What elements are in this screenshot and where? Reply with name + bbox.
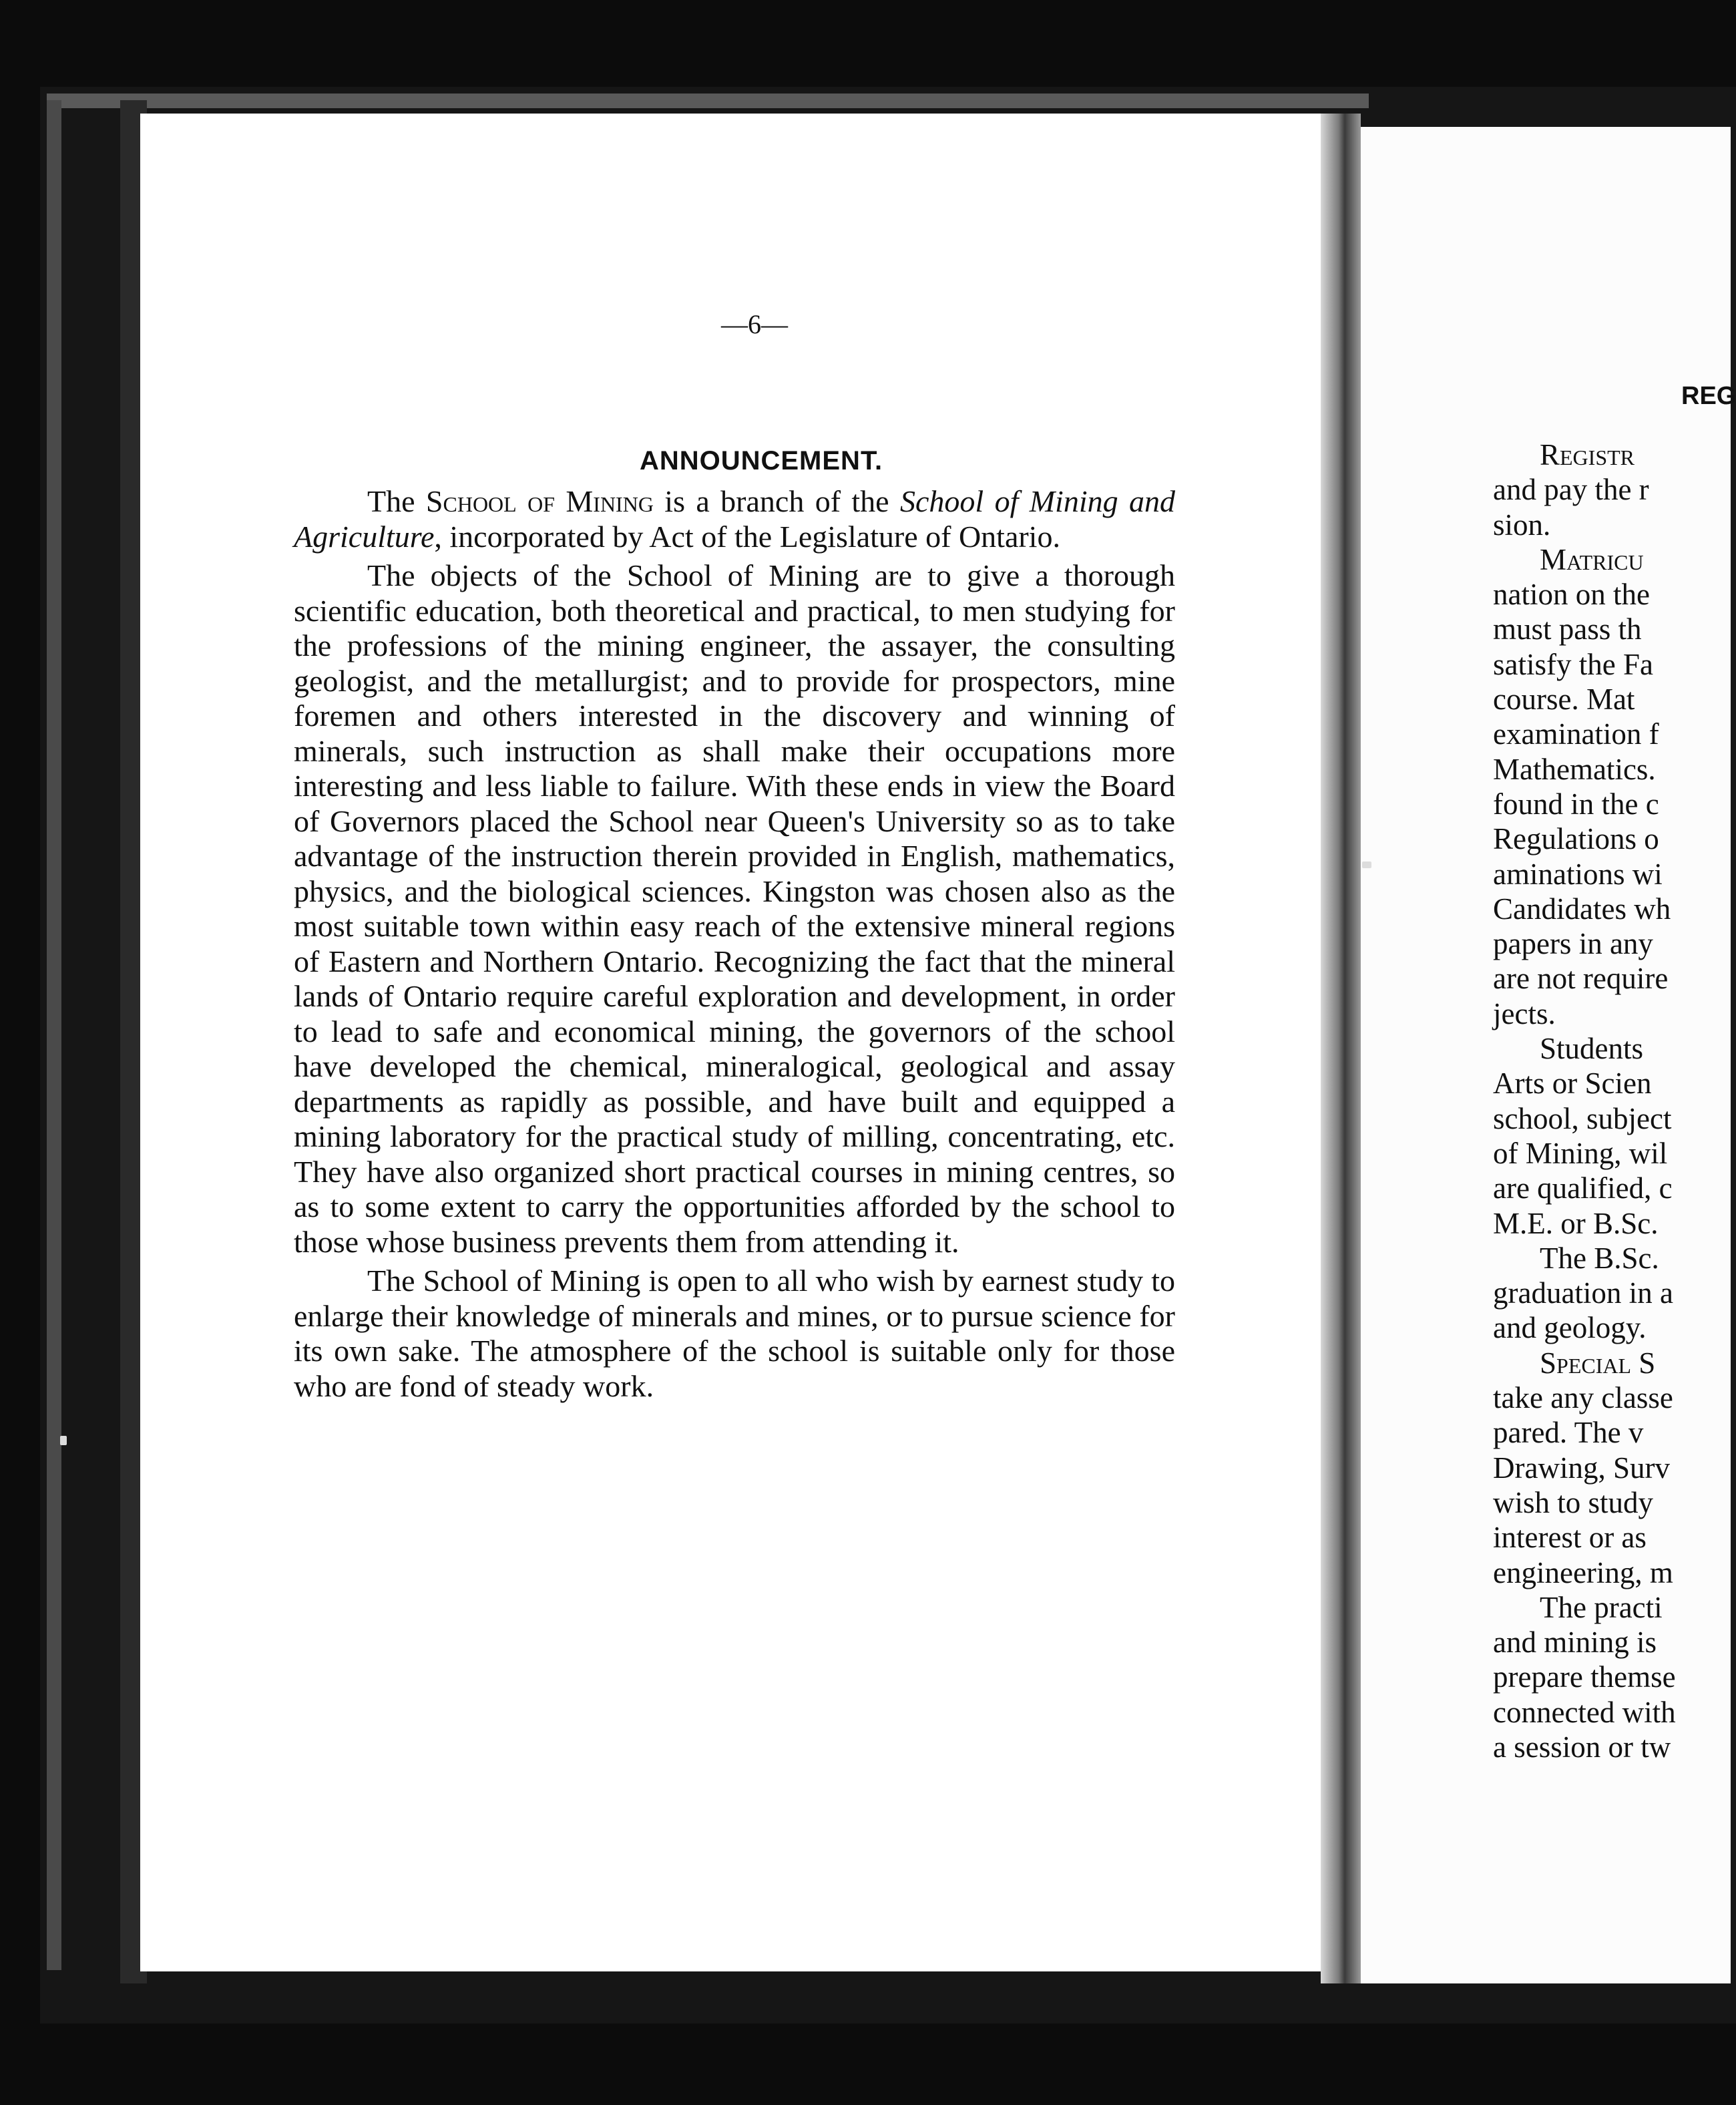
- paragraph-1: [294, 484, 1175, 554]
- text-run: is a branch of the: [653, 484, 900, 518]
- text-run: , incorporated by Act of the Legislature of Ontario.: [434, 519, 1060, 554]
- right-page-line: The practi: [1540, 1590, 1663, 1624]
- right-page-line: must pass th: [1493, 612, 1642, 646]
- small-caps-run: School of Mining: [425, 484, 654, 518]
- right-page-line: examination f: [1493, 717, 1659, 751]
- right-page-line: papers in any: [1493, 927, 1653, 961]
- right-page-line: Arts or Scien: [1493, 1067, 1652, 1101]
- right-page-line: a session or tw: [1493, 1730, 1671, 1764]
- right-page-line: course. Mat: [1493, 683, 1635, 717]
- paragraph-2: The objects of the School of Mining are to give a thorough scientific education, both theoretical and practical, to men studying for the professions of the mining engineer, the assayer, the consulting geologist, and the metallurgist; and to provide for prospectors, mine foremen and others interested in the discovery and winning of minerals, such instruction as shall make their occupations more interesting and less liable to failure. With these ends in view the Board of Governors placed the School near Queen's University so as to take advantage of the instruction therein provided in English, mathematics, physics, and the biological sciences. Kingston was chosen also as the most suitable town within easy reach of the extensive mineral regions of Eastern and Northern Ontario. Recognizing the fact that the mineral lands of Ontario require careful exploration and development, in order to lead to safe and economical mining, the governors of the school have developed the chemical, mineralogical, geological and assay departments as rapidly as possible, and have built and equipped a mining laboratory for the practical study of milling, concentrating, etc. They have also organized short practical courses in mining centres, so as to some extent to carry the opportunities afforded by the school to those whose business prevents them from attending it.: [294, 558, 1175, 1259]
- right-page-line: Students: [1540, 1032, 1644, 1066]
- right-page-line: jects.: [1493, 996, 1556, 1030]
- right-page-line: Special S: [1540, 1346, 1656, 1380]
- italic-run: School of Mining and Agriculture: [294, 484, 1176, 554]
- right-page-line: M.E. or B.Sc.: [1493, 1206, 1659, 1240]
- book-gutter: [1321, 114, 1361, 1983]
- right-page-line: interest or as: [1493, 1521, 1647, 1555]
- right-page-line: are not require: [1493, 962, 1669, 996]
- right-page-line: Registr: [1540, 438, 1635, 471]
- book-cover-left-edge: [47, 100, 61, 1970]
- right-page-line: Regulations o: [1493, 822, 1659, 856]
- right-page-line: satisfy the Fa: [1493, 647, 1653, 681]
- right-page-line: school, subject: [1493, 1101, 1672, 1135]
- right-page-line: aminations wi: [1493, 857, 1663, 891]
- right-page-line: Mathematics.: [1493, 752, 1656, 786]
- right-page-line: engineering, m: [1493, 1555, 1673, 1589]
- right-page-text: [1493, 437, 1733, 1764]
- scan-speck: [60, 1436, 67, 1445]
- right-page-line: pared. The v: [1493, 1416, 1644, 1450]
- right-page-line: and pay the r: [1493, 473, 1649, 507]
- text-run: The: [367, 484, 426, 518]
- right-page-line: Matricu: [1540, 542, 1644, 576]
- right-page-line: connected with: [1493, 1695, 1676, 1729]
- right-page-heading: REG: [1681, 382, 1736, 410]
- book-cover-top-edge: [47, 93, 1369, 108]
- right-page-line: sion.: [1493, 508, 1551, 542]
- right-page-line: of Mining, wil: [1493, 1136, 1668, 1170]
- announcement-body: [294, 484, 1175, 1408]
- right-page-line: take any classe: [1493, 1381, 1673, 1415]
- right-page-line: wish to study: [1493, 1485, 1654, 1519]
- right-page-line: and mining is: [1493, 1625, 1657, 1660]
- right-page-line: Drawing, Surv: [1493, 1451, 1670, 1485]
- page-number: —6—: [721, 309, 788, 339]
- right-page-line: are qualified, c: [1493, 1171, 1673, 1205]
- right-page-line: graduation in a: [1493, 1276, 1673, 1310]
- right-page-line: and geology.: [1493, 1311, 1647, 1345]
- right-page-line: nation on the: [1493, 578, 1650, 612]
- page-heading: ANNOUNCEMENT.: [639, 446, 883, 475]
- paragraph-3: The School of Mining is open to all who wish by earnest study to enlarge their knowledge of minerals and mines, or to pursue science for its own sake. The atmosphere of the school is suitable only for those who are fond of steady work.: [294, 1264, 1175, 1403]
- scan-speck: [1362, 862, 1371, 868]
- right-page-line: Candidates wh: [1493, 892, 1671, 926]
- right-page-line: The B.Sc.: [1540, 1241, 1659, 1275]
- right-page-line: found in the c: [1493, 787, 1659, 821]
- right-page-line: prepare themse: [1493, 1660, 1676, 1694]
